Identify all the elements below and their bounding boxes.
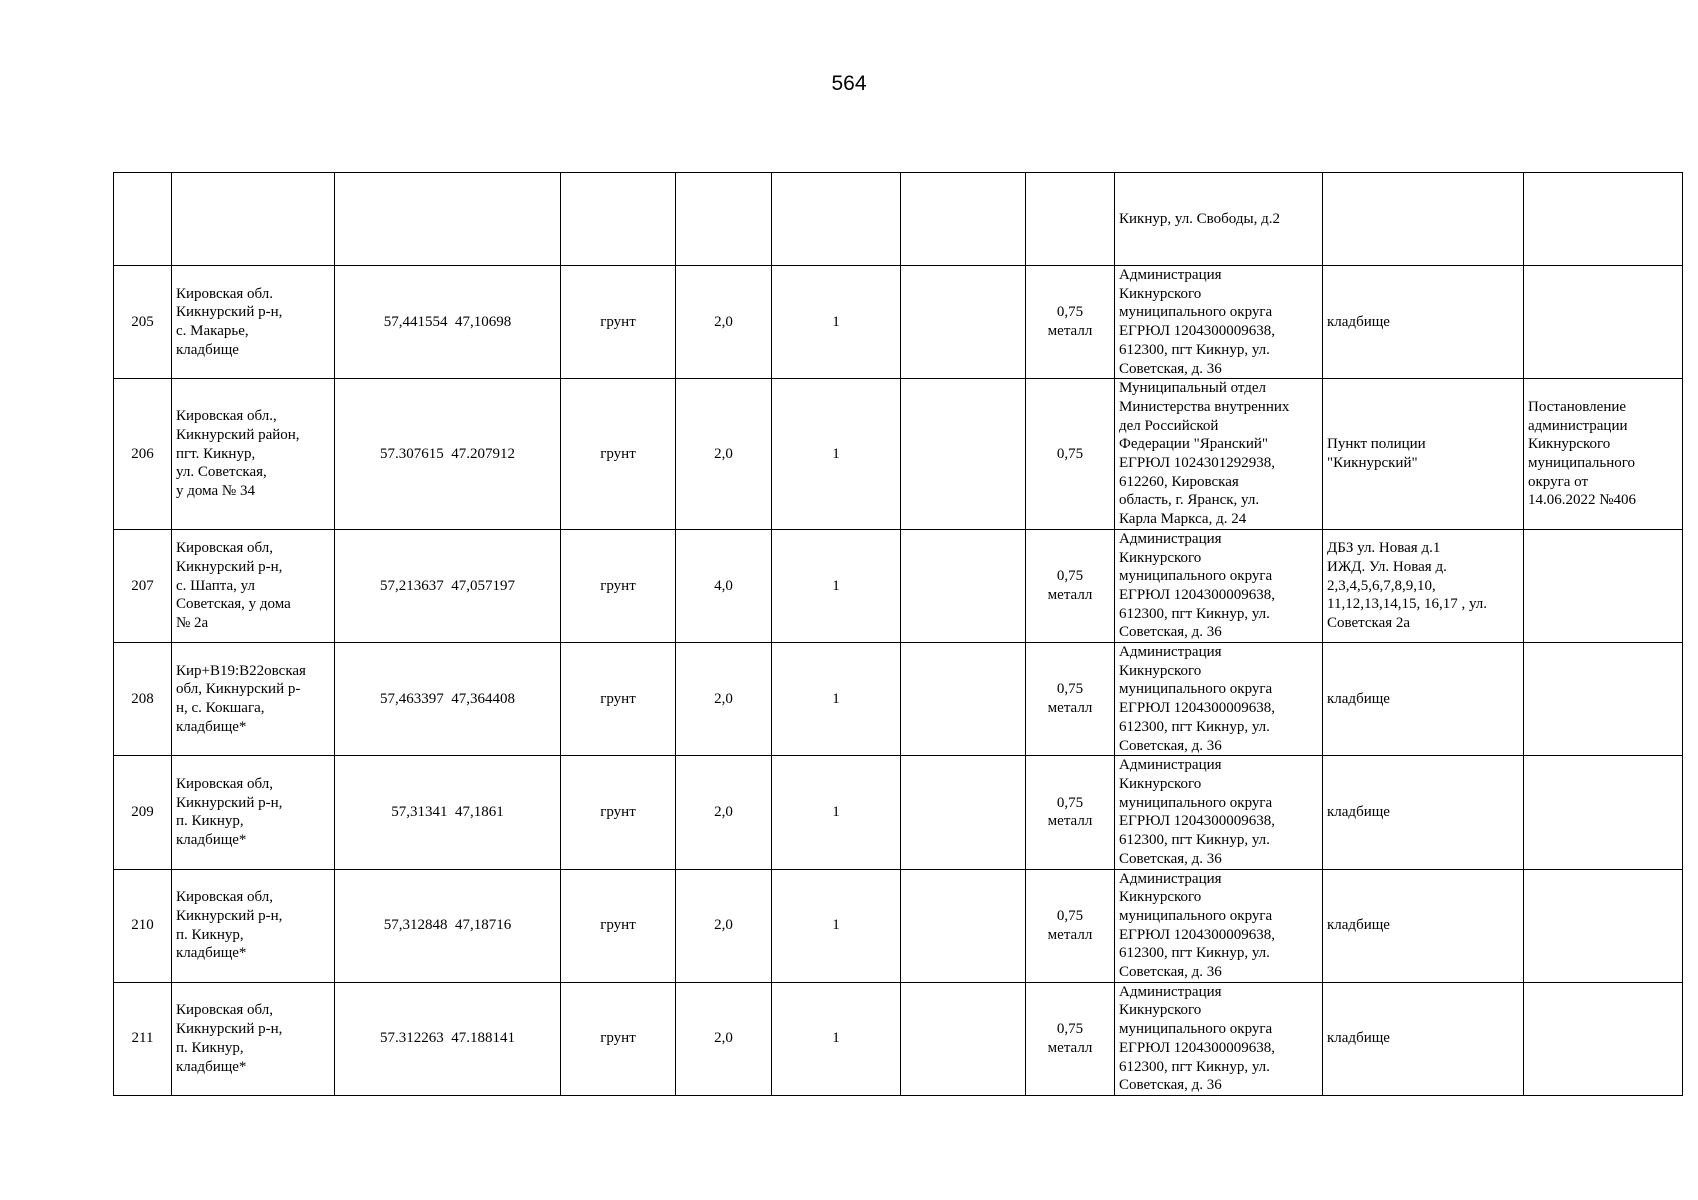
cell-count: 1 — [772, 529, 901, 642]
address-line: Кировская обл, — [176, 889, 274, 906]
address-line: кладбище — [176, 341, 239, 358]
continuation-row — [114, 173, 1683, 266]
owner-line: муниципального округа — [1119, 681, 1273, 698]
owner-line: Федерации "Яранский" — [1119, 436, 1269, 453]
address-line: п. Кикнур, — [176, 813, 244, 830]
table-body — [114, 173, 1683, 1096]
cell-count: 1 — [772, 643, 901, 756]
address-line: с. Макарье, — [176, 323, 249, 340]
source-line: Советская 2а — [1327, 615, 1411, 631]
cell-owner — [1115, 173, 1323, 266]
cell-coords: 57,31341 47,1861 — [335, 756, 561, 869]
table-row — [114, 869, 1683, 982]
cell-volume — [1026, 266, 1115, 379]
table-row — [114, 982, 1683, 1095]
source-line: кладбище — [1327, 804, 1390, 821]
document-line: муниципального — [1528, 455, 1636, 472]
owner-line: Администрация — [1119, 983, 1222, 1000]
owner-line: ЕГРЮЛ 1204300009638, — [1119, 1039, 1276, 1056]
cell-source — [1323, 643, 1524, 756]
cell-coords: 57,441554 47,10698 — [335, 266, 561, 379]
cell-coords: 57.307615 47.207912 — [335, 379, 561, 530]
document-line: Постановление — [1528, 398, 1627, 415]
cell-area: 2,0 — [676, 379, 772, 530]
cell-surface — [561, 173, 676, 266]
cell-owner — [1115, 379, 1323, 530]
cell-document — [1524, 529, 1683, 642]
volume-line: 0,75 — [1056, 681, 1084, 698]
owner-line: муниципального округа — [1119, 907, 1273, 924]
address-line: Кировская обл., — [176, 408, 277, 425]
cell-surface: грунт — [561, 266, 676, 379]
owner-line: 612300, пгт Кикнур, ул. — [1119, 945, 1270, 962]
volume-line: металл — [1047, 813, 1093, 830]
cell-volume — [1026, 756, 1115, 869]
cell-source — [1323, 982, 1524, 1095]
owner-line: 612300, пгт Кикнур, ул. — [1119, 605, 1270, 622]
address-line: Кикнурский район, — [176, 426, 300, 443]
address-line: обл, Кикнурский р- — [176, 681, 301, 698]
table-row — [114, 266, 1683, 379]
table-row — [114, 379, 1683, 530]
cell-empty — [901, 173, 1026, 266]
cell-num: 211 — [114, 982, 172, 1095]
cell-address — [172, 529, 335, 642]
address-line: кладбище* — [176, 1058, 247, 1075]
address-line: Кировская обл, — [176, 540, 274, 557]
address-line: п. Кикнур, — [176, 1039, 244, 1056]
cell-volume — [1026, 643, 1115, 756]
owner-line: Кикнур, ул. Свободы, д.2 — [1119, 210, 1280, 227]
cell-address — [172, 982, 335, 1095]
source-line: "Кикнурский" — [1327, 455, 1418, 472]
cell-source — [1323, 173, 1524, 266]
cell-count: 1 — [772, 379, 901, 530]
cell-area: 2,0 — [676, 266, 772, 379]
cell-owner — [1115, 266, 1323, 379]
owner-line: Администрация — [1119, 267, 1222, 283]
cell-coords: 57,312848 47,18716 — [335, 869, 561, 982]
source-line: кладбище — [1327, 313, 1390, 330]
address-line: Кировская обл, — [176, 775, 274, 792]
owner-line: 612300, пгт Кикнур, ул. — [1119, 832, 1270, 849]
owner-line: ЕГРЮЛ 1204300009638, — [1119, 813, 1276, 830]
cell-empty — [901, 379, 1026, 530]
owner-line: Советская, д. 36 — [1119, 737, 1222, 754]
address-line: пгт. Кикнур, — [176, 445, 256, 462]
address-line: Кикнурский р-н, — [176, 907, 283, 924]
cell-address — [172, 173, 335, 266]
owner-line: Кикнурского — [1119, 1002, 1202, 1019]
cell-owner — [1115, 982, 1323, 1095]
cell-document — [1524, 643, 1683, 756]
cell-owner — [1115, 756, 1323, 869]
cell-coords: 57,463397 47,364408 — [335, 643, 561, 756]
owner-line: ЕГРЮЛ 1024301292938, — [1119, 455, 1276, 472]
cell-num: 205 — [114, 266, 172, 379]
cell-address — [172, 266, 335, 379]
owner-line: муниципального округа — [1119, 1021, 1273, 1038]
cell-area — [676, 173, 772, 266]
document-line: 14.06.2022 №406 — [1528, 492, 1637, 509]
owner-line: Администрация — [1119, 530, 1222, 547]
cell-area: 2,0 — [676, 643, 772, 756]
owner-line: Советская, д. 36 — [1119, 624, 1222, 641]
address-line: Кировская обл. — [176, 285, 274, 302]
address-line: ул. Советская, — [176, 464, 267, 481]
owner-line: Администрация — [1119, 644, 1222, 661]
cell-empty — [901, 643, 1026, 756]
owner-line: область, г. Яранск, ул. — [1119, 492, 1260, 509]
source-line: 11,12,13,14,15, 16,17 , ул. — [1327, 596, 1488, 613]
volume-line: металл — [1047, 323, 1093, 340]
owner-line: Кикнурского — [1119, 775, 1202, 792]
cell-volume — [1026, 869, 1115, 982]
cell-surface: грунт — [561, 643, 676, 756]
owner-line: Советская, д. 36 — [1119, 964, 1222, 981]
cell-volume — [1026, 173, 1115, 266]
owner-line: Карла Маркса, д. 24 — [1119, 511, 1247, 528]
source-line: кладбище — [1327, 1030, 1390, 1047]
volume-line: 0,75 — [1056, 1021, 1084, 1038]
owner-line: Кикнурского — [1119, 549, 1202, 566]
cell-owner — [1115, 643, 1323, 756]
cell-empty — [901, 266, 1026, 379]
registry-table — [113, 172, 1683, 1096]
cell-empty — [901, 756, 1026, 869]
owner-line: 612300, пгт Кикнур, ул. — [1119, 718, 1270, 735]
cell-coords: 57.312263 47.188141 — [335, 982, 561, 1095]
cell-surface: грунт — [561, 982, 676, 1095]
cell-area: 2,0 — [676, 869, 772, 982]
document-line: округа от — [1528, 473, 1589, 490]
address-line: п. Кикнур, — [176, 926, 244, 943]
cell-document — [1524, 379, 1683, 530]
address-line: Кикнурский р-н, — [176, 794, 283, 811]
volume-line: 0,75 — [1056, 907, 1084, 924]
cell-address — [172, 756, 335, 869]
address-line: кладбище* — [176, 945, 247, 962]
address-line: с. Шапта, ул — [176, 577, 255, 594]
source-line: ДБЗ ул. Новая д.1 — [1327, 540, 1441, 557]
cell-count: 1 — [772, 756, 901, 869]
owner-line: Кикнурского — [1119, 889, 1202, 906]
address-line: у дома № 34 — [176, 483, 255, 500]
volume-line: 0,75 — [1056, 304, 1084, 321]
volume-line: 0,75 — [1056, 568, 1084, 585]
address-line: Кикнурский р-н, — [176, 558, 283, 575]
cell-count: 1 — [772, 869, 901, 982]
cell-coords — [335, 173, 561, 266]
cell-document — [1524, 173, 1683, 266]
volume-line: металл — [1047, 926, 1093, 943]
cell-volume — [1026, 379, 1115, 530]
address-line: Кикнурский р-н, — [176, 304, 283, 321]
owner-line: ЕГРЮЛ 1204300009638, — [1119, 926, 1276, 943]
cell-source — [1323, 756, 1524, 869]
table-row — [114, 756, 1683, 869]
cell-source — [1323, 379, 1524, 530]
volume-line: металл — [1047, 1039, 1093, 1056]
owner-line: ЕГРЮЛ 1204300009638, — [1119, 586, 1276, 603]
volume-line: 0,75 — [1056, 445, 1084, 462]
owner-line: дел Российской — [1119, 417, 1219, 434]
address-line: Кировская обл, — [176, 1002, 274, 1019]
source-line: кладбище — [1327, 917, 1390, 934]
table-row — [114, 529, 1683, 642]
address-line: кладбище* — [176, 718, 247, 735]
cell-owner — [1115, 869, 1323, 982]
source-line: 2,3,4,5,6,7,8,9,10, — [1327, 577, 1436, 594]
cell-area: 2,0 — [676, 982, 772, 1095]
address-line: Кир+B19:B22овская — [176, 662, 306, 679]
cell-document — [1524, 869, 1683, 982]
owner-line: 612300, пгт Кикнур, ул. — [1119, 341, 1270, 358]
owner-line: Администрация — [1119, 870, 1222, 887]
owner-line: Кикнурского — [1119, 285, 1202, 302]
cell-surface: грунт — [561, 529, 676, 642]
cell-surface: грунт — [561, 379, 676, 530]
owner-line: муниципального округа — [1119, 568, 1273, 585]
address-line: н, с. Кокшага, — [176, 700, 265, 717]
owner-line: Советская, д. 36 — [1119, 1077, 1222, 1094]
cell-document — [1524, 982, 1683, 1095]
address-line: № 2а — [176, 615, 209, 631]
cell-source — [1323, 266, 1524, 379]
volume-line: металл — [1047, 586, 1093, 603]
cell-area: 4,0 — [676, 529, 772, 642]
cell-surface: грунт — [561, 756, 676, 869]
cell-volume — [1026, 982, 1115, 1095]
document-line: Кикнурского — [1528, 436, 1611, 453]
cell-num: 209 — [114, 756, 172, 869]
cell-empty — [901, 982, 1026, 1095]
owner-line: ЕГРЮЛ 1204300009638, — [1119, 700, 1276, 717]
volume-line: металл — [1047, 700, 1093, 717]
cell-empty — [901, 869, 1026, 982]
cell-count: 1 — [772, 982, 901, 1095]
cell-area: 2,0 — [676, 756, 772, 869]
cell-surface: грунт — [561, 869, 676, 982]
cell-num: 207 — [114, 529, 172, 642]
address-line: Кикнурский р-н, — [176, 1021, 283, 1038]
owner-line: Кикнурского — [1119, 662, 1202, 679]
owner-line: Министерства внутренних — [1119, 398, 1290, 415]
source-line: кладбище — [1327, 690, 1390, 707]
cell-source — [1323, 869, 1524, 982]
address-line: Советская, у дома — [176, 596, 291, 613]
page-number: 564 — [831, 72, 867, 95]
document-line: администрации — [1528, 417, 1628, 434]
owner-line: Советская, д. 36 — [1119, 850, 1222, 867]
cell-volume — [1026, 529, 1115, 642]
owner-line: муниципального округа — [1119, 304, 1273, 321]
table-row — [114, 643, 1683, 756]
cell-document — [1524, 756, 1683, 869]
owner-line: 612300, пгт Кикнур, ул. — [1119, 1058, 1270, 1075]
cell-owner — [1115, 529, 1323, 642]
cell-source — [1323, 529, 1524, 642]
source-line: ИЖД. Ул. Новая д. — [1327, 558, 1447, 575]
cell-num: 210 — [114, 869, 172, 982]
cell-document — [1524, 266, 1683, 379]
address-line: кладбище* — [176, 832, 247, 849]
owner-line: муниципального округа — [1119, 794, 1273, 811]
owner-line: Муниципальный отдел — [1119, 380, 1267, 397]
source-line: Пункт полиции — [1327, 436, 1426, 453]
owner-line: 612260, Кировская — [1119, 473, 1239, 490]
owner-line: Советская, д. 36 — [1119, 360, 1222, 377]
volume-line: 0,75 — [1056, 794, 1084, 811]
cell-count: 1 — [772, 266, 901, 379]
cell-num: 208 — [114, 643, 172, 756]
cell-num — [114, 173, 172, 266]
owner-line: Администрация — [1119, 757, 1222, 774]
cell-address — [172, 379, 335, 530]
cell-address — [172, 869, 335, 982]
owner-line: ЕГРЮЛ 1204300009638, — [1119, 323, 1276, 340]
cell-count — [772, 173, 901, 266]
cell-num: 206 — [114, 379, 172, 530]
cell-address — [172, 643, 335, 756]
cell-coords: 57,213637 47,057197 — [335, 529, 561, 642]
cell-empty — [901, 529, 1026, 642]
